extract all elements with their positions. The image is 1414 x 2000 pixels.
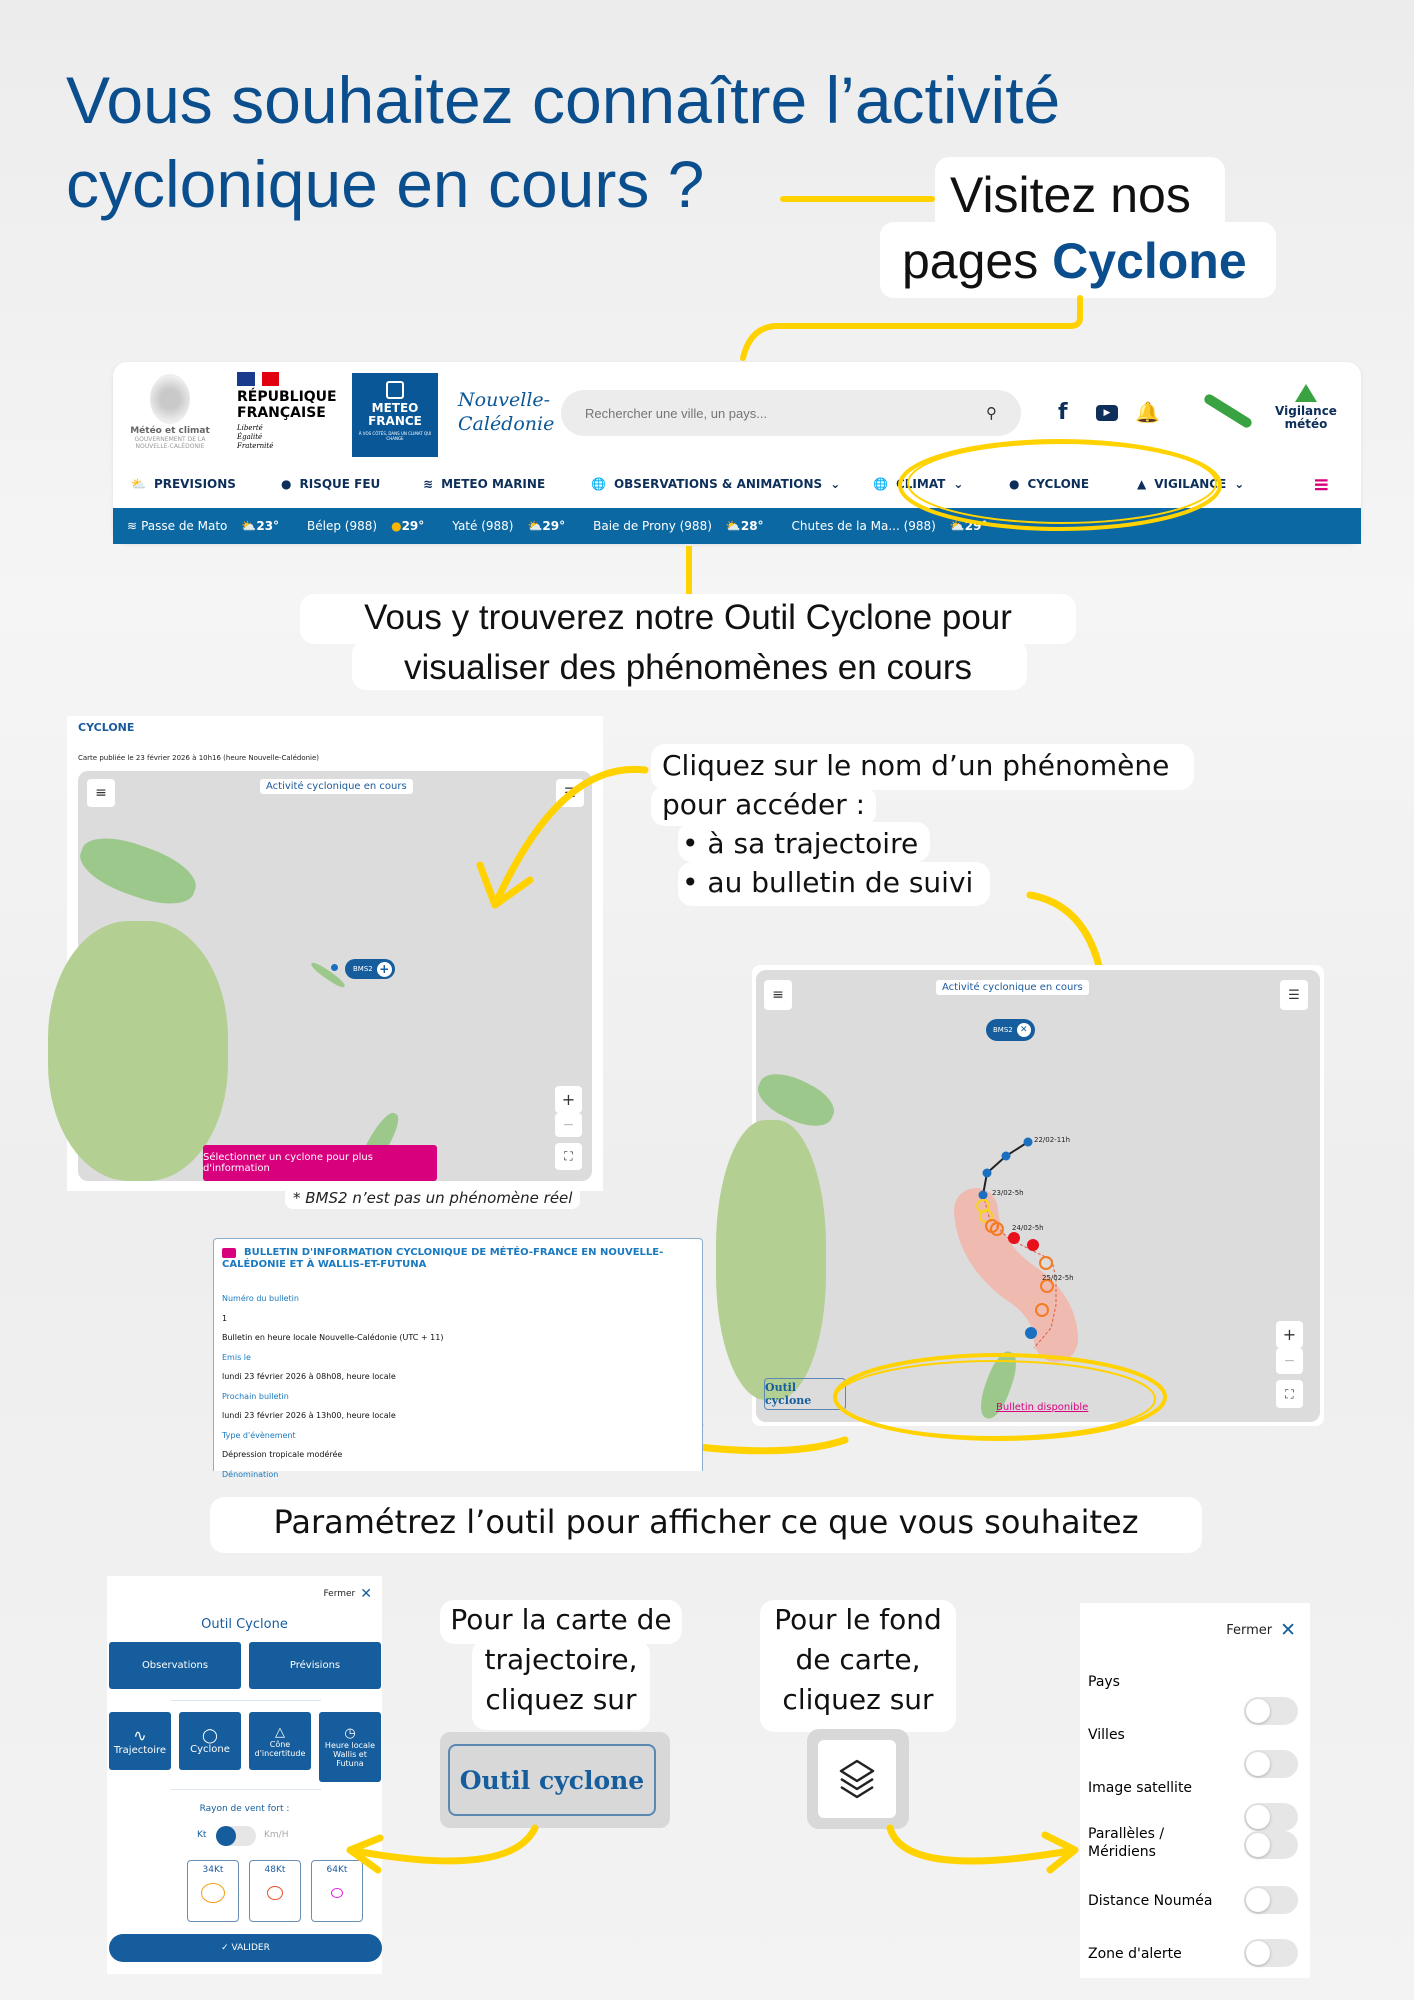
- layer-toggle[interactable]: [1244, 1939, 1298, 1967]
- logo-mc-sub1: GOUVERNEMENT DE LA: [134, 436, 206, 443]
- layer-toggle[interactable]: [1244, 1831, 1298, 1859]
- fond-line2: de carte,: [795, 1643, 921, 1676]
- option-cone[interactable]: [249, 1712, 311, 1770]
- waves-icon: ≋: [127, 519, 138, 533]
- plus-icon: +: [377, 962, 392, 977]
- bulletin-ellipse-arrow: [655, 1345, 1175, 1465]
- bell-icon[interactable]: 🔔: [1135, 400, 1160, 424]
- unit-kmh: Km/H: [264, 1830, 289, 1840]
- outil-line1: Vous y trouverez notre Outil Cyclone pour: [364, 598, 1012, 637]
- motto1: Liberté: [237, 424, 263, 432]
- logo-mc-sub2: NOUVELLE-CALÉDONIE: [135, 443, 205, 450]
- option-label: Cône d'incertitude: [254, 1739, 306, 1758]
- layer-label: Villes: [1088, 1727, 1125, 1743]
- field-extra: Bulletin en heure locale Nouvelle-Calédonie (UTC + 11): [222, 1333, 444, 1342]
- visit-cyclone-bold[interactable]: Cyclone: [1052, 233, 1247, 289]
- field-label: Emis le: [222, 1352, 251, 1362]
- warning-icon: ▲: [1137, 477, 1147, 491]
- chip-label: BMS2: [993, 1026, 1013, 1034]
- nc-land: [309, 960, 346, 989]
- partly-cloudy-icon: ⛅: [527, 519, 543, 533]
- chevron-down-icon: ⌄: [953, 477, 964, 491]
- ticker-temp: 29°: [542, 519, 566, 533]
- bottom-arrows: [340, 1820, 1100, 1900]
- layers-close[interactable]: [1226, 1619, 1296, 1641]
- mf-line1: METEO: [371, 401, 419, 415]
- fond-callout-text: [760, 1600, 956, 1720]
- field-value: lundi 23 février 2026 à 08h08, heure locale: [222, 1372, 396, 1381]
- click-callout-text: [662, 746, 1169, 902]
- zoom-out-button[interactable]: −: [1276, 1348, 1303, 1374]
- logo-republique[interactable]: [237, 372, 337, 451]
- nav-label: VIGILANCE: [1154, 477, 1227, 491]
- arrow-curve-left: [470, 755, 660, 935]
- traj-line2: trajectoire,: [484, 1643, 638, 1676]
- chevron-down-icon: ⌄: [1234, 477, 1245, 491]
- visit-line2: [902, 232, 1247, 290]
- cyclone-heading: CYCLONE: [78, 721, 135, 734]
- layers-button-preview-frame: [807, 1729, 909, 1829]
- search-input[interactable]: [585, 406, 965, 421]
- region-name: [458, 388, 554, 436]
- bulletin-fields: [222, 1289, 443, 1484]
- warning-triangle-icon: [1295, 384, 1317, 402]
- option-label: Trajectoire: [113, 1745, 167, 1756]
- layers-icon: [837, 1757, 877, 1801]
- french-flag-icon: [237, 372, 279, 386]
- rf-line2: FRANÇAISE: [237, 405, 326, 421]
- zoom-out-button[interactable]: −: [555, 1113, 582, 1137]
- vigilance-meteo[interactable]: [1268, 384, 1344, 431]
- click-bullet-2: • au bulletin de suivi: [682, 866, 974, 899]
- validate-button[interactable]: ✓ VALIDER: [109, 1934, 382, 1962]
- highlight-ellipse: [890, 425, 1230, 545]
- bullet-text: à sa trajectoire: [707, 827, 919, 860]
- fullscreen-icon[interactable]: ⛶: [1276, 1380, 1303, 1408]
- search-icon[interactable]: ⚲: [986, 404, 997, 422]
- option-heure-locale[interactable]: [319, 1712, 381, 1782]
- vigilance-line1: Vigilance: [1275, 404, 1337, 418]
- threshold-48kt[interactable]: [249, 1860, 301, 1922]
- hamburger-menu-icon[interactable]: ≡: [1313, 472, 1330, 496]
- nav-meteo-marine[interactable]: [423, 477, 545, 491]
- bms2-chip[interactable]: [986, 1019, 1035, 1041]
- nav-label: OBSERVATIONS & ANIMATIONS: [613, 477, 823, 491]
- field-label: Type d'évènement: [222, 1430, 296, 1440]
- track-label: 25/02-5h: [1042, 1274, 1074, 1282]
- meteo-france-icon: [386, 381, 404, 399]
- nautilus-icon: [150, 374, 190, 424]
- rf-motto: [237, 424, 337, 451]
- youtube-icon[interactable]: ▶: [1096, 405, 1118, 421]
- select-cyclone-button[interactable]: Sélectionner un cyclone pour plus d'information: [203, 1145, 437, 1181]
- bulletin-link[interactable]: Bulletin disponible: [996, 1402, 1089, 1413]
- layer-row-villes: [1088, 1720, 1310, 1750]
- visit-line2-pre: pages: [902, 233, 1053, 289]
- outil-title: Outil Cyclone: [201, 1617, 288, 1632]
- click-line1: Cliquez sur le nom d’un phénomène: [662, 749, 1170, 782]
- outil-close[interactable]: [323, 1586, 372, 1602]
- radius-label: Rayon de vent fort :: [199, 1804, 290, 1814]
- track-label: 23/02-5h: [992, 1189, 1024, 1197]
- vigilance-line2: météo: [1284, 417, 1328, 431]
- field-label: Dénomination: [222, 1469, 279, 1479]
- wind-radius-icon: [201, 1883, 225, 1903]
- layer-label: Zone d'alerte: [1088, 1946, 1182, 1962]
- mf-line2: FRANCE: [368, 414, 422, 428]
- close-label: Fermer: [1226, 1622, 1273, 1638]
- clock-icon: ◷: [344, 1726, 356, 1741]
- field-label: Prochain bulletin: [222, 1391, 289, 1401]
- menu-icon[interactable]: ≡: [87, 779, 115, 807]
- layer-label: Parallèles / Méridiens: [1088, 1826, 1165, 1860]
- bms2-marker[interactable]: [345, 959, 395, 979]
- click-line2: pour accéder :: [662, 788, 866, 821]
- facebook-icon[interactable]: f: [1058, 400, 1068, 425]
- threshold-label: 64Kt: [326, 1865, 348, 1875]
- motto3: Fraternité: [237, 442, 274, 450]
- visit-line1: Visitez nos: [950, 167, 1191, 223]
- cyclone-icon: ◯: [202, 1727, 218, 1744]
- traj-callout-text: [440, 1600, 682, 1720]
- nav-label: PREVISIONS: [153, 477, 236, 491]
- layer-toggle[interactable]: [1244, 1886, 1298, 1914]
- option-cyclone[interactable]: [179, 1712, 241, 1770]
- partly-cloudy-icon: ⛅: [725, 519, 741, 533]
- globe-icon: 🌐: [591, 477, 606, 491]
- australia-land: [48, 921, 228, 1181]
- motto2: Égalité: [237, 433, 263, 441]
- field-value: Dépression tropicale modérée: [222, 1450, 343, 1459]
- headline-line2: cyclonique en cours ?: [66, 147, 705, 221]
- logo-mc-title: Météo et climat: [130, 426, 210, 436]
- published-date: Carte publiée le 23 février 2026 à 10h16 (heure Nouvelle-Calédonie): [78, 754, 320, 762]
- track-label: 22/02-11h: [1034, 1136, 1071, 1144]
- bullet-text: au bulletin de suivi: [707, 866, 974, 899]
- layers-icon[interactable]: ☰: [556, 779, 584, 807]
- weather-icon: ⛅: [131, 477, 146, 491]
- field-value: lundi 23 février 2026 à 13h00, heure locale: [222, 1411, 396, 1420]
- ticker-place[interactable]: Chutes de la Ma... (988): [791, 519, 936, 533]
- field-value: 1: [222, 1313, 228, 1323]
- option-label: Cyclone: [190, 1743, 230, 1755]
- field-label: Numéro du bulletin: [222, 1294, 299, 1303]
- fond-line1: Pour le fond: [774, 1603, 942, 1636]
- tab-observations[interactable]: Observations: [109, 1642, 241, 1689]
- png-land: [73, 827, 203, 915]
- map-title: Activité cyclonique en cours: [936, 980, 1089, 995]
- zoom-in-button[interactable]: +: [555, 1086, 582, 1113]
- traj-line3: cliquez sur: [485, 1683, 637, 1716]
- connector-curve: [735, 296, 1085, 366]
- cyclone-icon: ●: [1009, 477, 1020, 491]
- nav-previsions[interactable]: [131, 477, 236, 491]
- threshold-label: 48Kt: [264, 1865, 286, 1875]
- layer-label: Image satellite: [1088, 1780, 1193, 1796]
- partly-cloudy-icon: ⛅: [241, 519, 257, 533]
- layer-row-pays: [1088, 1667, 1310, 1697]
- fond-line3: cliquez sur: [782, 1683, 934, 1716]
- waves-icon: ≋: [423, 477, 434, 491]
- ticker-temp: 29°: [964, 519, 988, 533]
- marker-label: BMS2: [353, 965, 373, 973]
- close-icon: ✕: [360, 1586, 372, 1602]
- threshold-34kt[interactable]: [187, 1860, 239, 1922]
- sun-icon: ●: [391, 519, 402, 533]
- option-trajectoire[interactable]: [109, 1712, 171, 1770]
- nav-observations[interactable]: [591, 477, 840, 491]
- option-label: Heure locale Wallis et Futuna: [324, 1741, 376, 1768]
- layer-row-distance: [1088, 1886, 1310, 1916]
- traj-line1: Pour la carte de: [450, 1603, 672, 1636]
- logo-meteo-france[interactable]: [352, 373, 438, 457]
- cyclone-position-dot: [331, 964, 338, 971]
- headline-line1: Vous souhaitez connaître l’activité: [66, 63, 1061, 137]
- outil-cyclone-button-preview[interactable]: Outil cyclone: [448, 1744, 656, 1816]
- outil-cyclone-button[interactable]: Outil cyclone: [764, 1378, 846, 1410]
- outil-line2: visualiser des phénomènes en cours: [403, 648, 973, 687]
- wind-radius-icon: [267, 1886, 283, 1900]
- region-line2: Calédonie: [458, 413, 555, 435]
- layer-row-satellite: [1088, 1773, 1310, 1803]
- nav-label: CYCLONE: [1027, 477, 1090, 491]
- nav-label: CLIMAT: [895, 477, 946, 491]
- cyclone-track: [956, 1130, 1106, 1370]
- layers-button-preview[interactable]: [818, 1740, 896, 1818]
- partly-cloudy-icon: ⛅: [949, 519, 965, 533]
- layer-row-zone-alerte: [1088, 1939, 1310, 1969]
- unit-kt: Kt: [197, 1830, 207, 1840]
- outil-panel: [107, 1576, 382, 1974]
- ticker-temp: 23°: [256, 519, 280, 533]
- triangle-icon: △: [275, 1724, 285, 1740]
- close-label: Fermer: [323, 1589, 356, 1599]
- tab-previsions[interactable]: Prévisions: [249, 1642, 381, 1689]
- bulletin-title: BULLETIN D'INFORMATION CYCLONIQUE DE MÉTÉO-FRANCE EN NOUVELLE-CALÉDONIE ET À WALLIS-ET-FUTUNA: [222, 1247, 664, 1270]
- layer-row-paralleles: [1088, 1825, 1310, 1865]
- ticker-place[interactable]: Bélep (988): [307, 519, 378, 533]
- region-line1: Nouvelle-: [458, 389, 551, 411]
- close-icon[interactable]: ✕: [1017, 1023, 1031, 1037]
- logo-meteo-climat[interactable]: [129, 374, 211, 464]
- track-label: 24/02-5h: [1012, 1224, 1044, 1232]
- layers-panel: [1080, 1603, 1310, 1978]
- ticker-place[interactable]: Baie de Prony (988): [593, 519, 712, 533]
- mf-tagline: À VOS CÔTÉS, DANS UN CLIMAT QUI CHANGE: [358, 431, 432, 441]
- connector-vertical: [686, 546, 692, 594]
- bulletin-card: [213, 1238, 703, 1479]
- connector-line: [780, 196, 935, 202]
- layer-label: Pays: [1088, 1674, 1120, 1690]
- menu-icon[interactable]: ≡: [764, 980, 792, 1010]
- chevron-down-icon: ⌄: [830, 477, 841, 491]
- unit-toggle[interactable]: [216, 1826, 256, 1846]
- layers-icon[interactable]: ☰: [1280, 980, 1308, 1010]
- fullscreen-icon[interactable]: ⛶: [555, 1143, 582, 1170]
- path-icon: ∿: [133, 1726, 147, 1745]
- ticker-place[interactable]: Passe de Mato: [141, 519, 228, 533]
- nav-label: RISQUE FEU: [299, 477, 381, 491]
- zoom-in-button[interactable]: +: [1276, 1321, 1303, 1348]
- footnote: * BMS2 n’est pas un phénomène réel: [285, 1187, 580, 1209]
- nav-label: METEO MARINE: [441, 477, 546, 491]
- divider: [171, 1700, 321, 1701]
- close-icon: ✕: [1280, 1619, 1296, 1641]
- map-title: Activité cyclonique en cours: [260, 779, 413, 794]
- click-bullet-1: • à sa trajectoire: [682, 827, 919, 860]
- ticker-temp: 29°: [401, 519, 425, 533]
- divider: [171, 1789, 321, 1790]
- rf-line1: RÉPUBLIQUE: [237, 389, 337, 405]
- param-heading: Paramétrez l’outil pour afficher ce que vous souhaitez: [273, 1503, 1139, 1541]
- threshold-label: 34Kt: [202, 1865, 224, 1875]
- tree-icon: ●: [281, 477, 292, 491]
- globe-icon: 🌐: [873, 477, 888, 491]
- ticker-temp: 28°: [740, 519, 764, 533]
- layer-label: Distance Nouméa: [1088, 1893, 1213, 1909]
- ticker-place[interactable]: Yaté (988): [452, 519, 514, 533]
- nav-risque-feu[interactable]: [281, 477, 380, 491]
- outil-button-preview-frame: [440, 1732, 670, 1828]
